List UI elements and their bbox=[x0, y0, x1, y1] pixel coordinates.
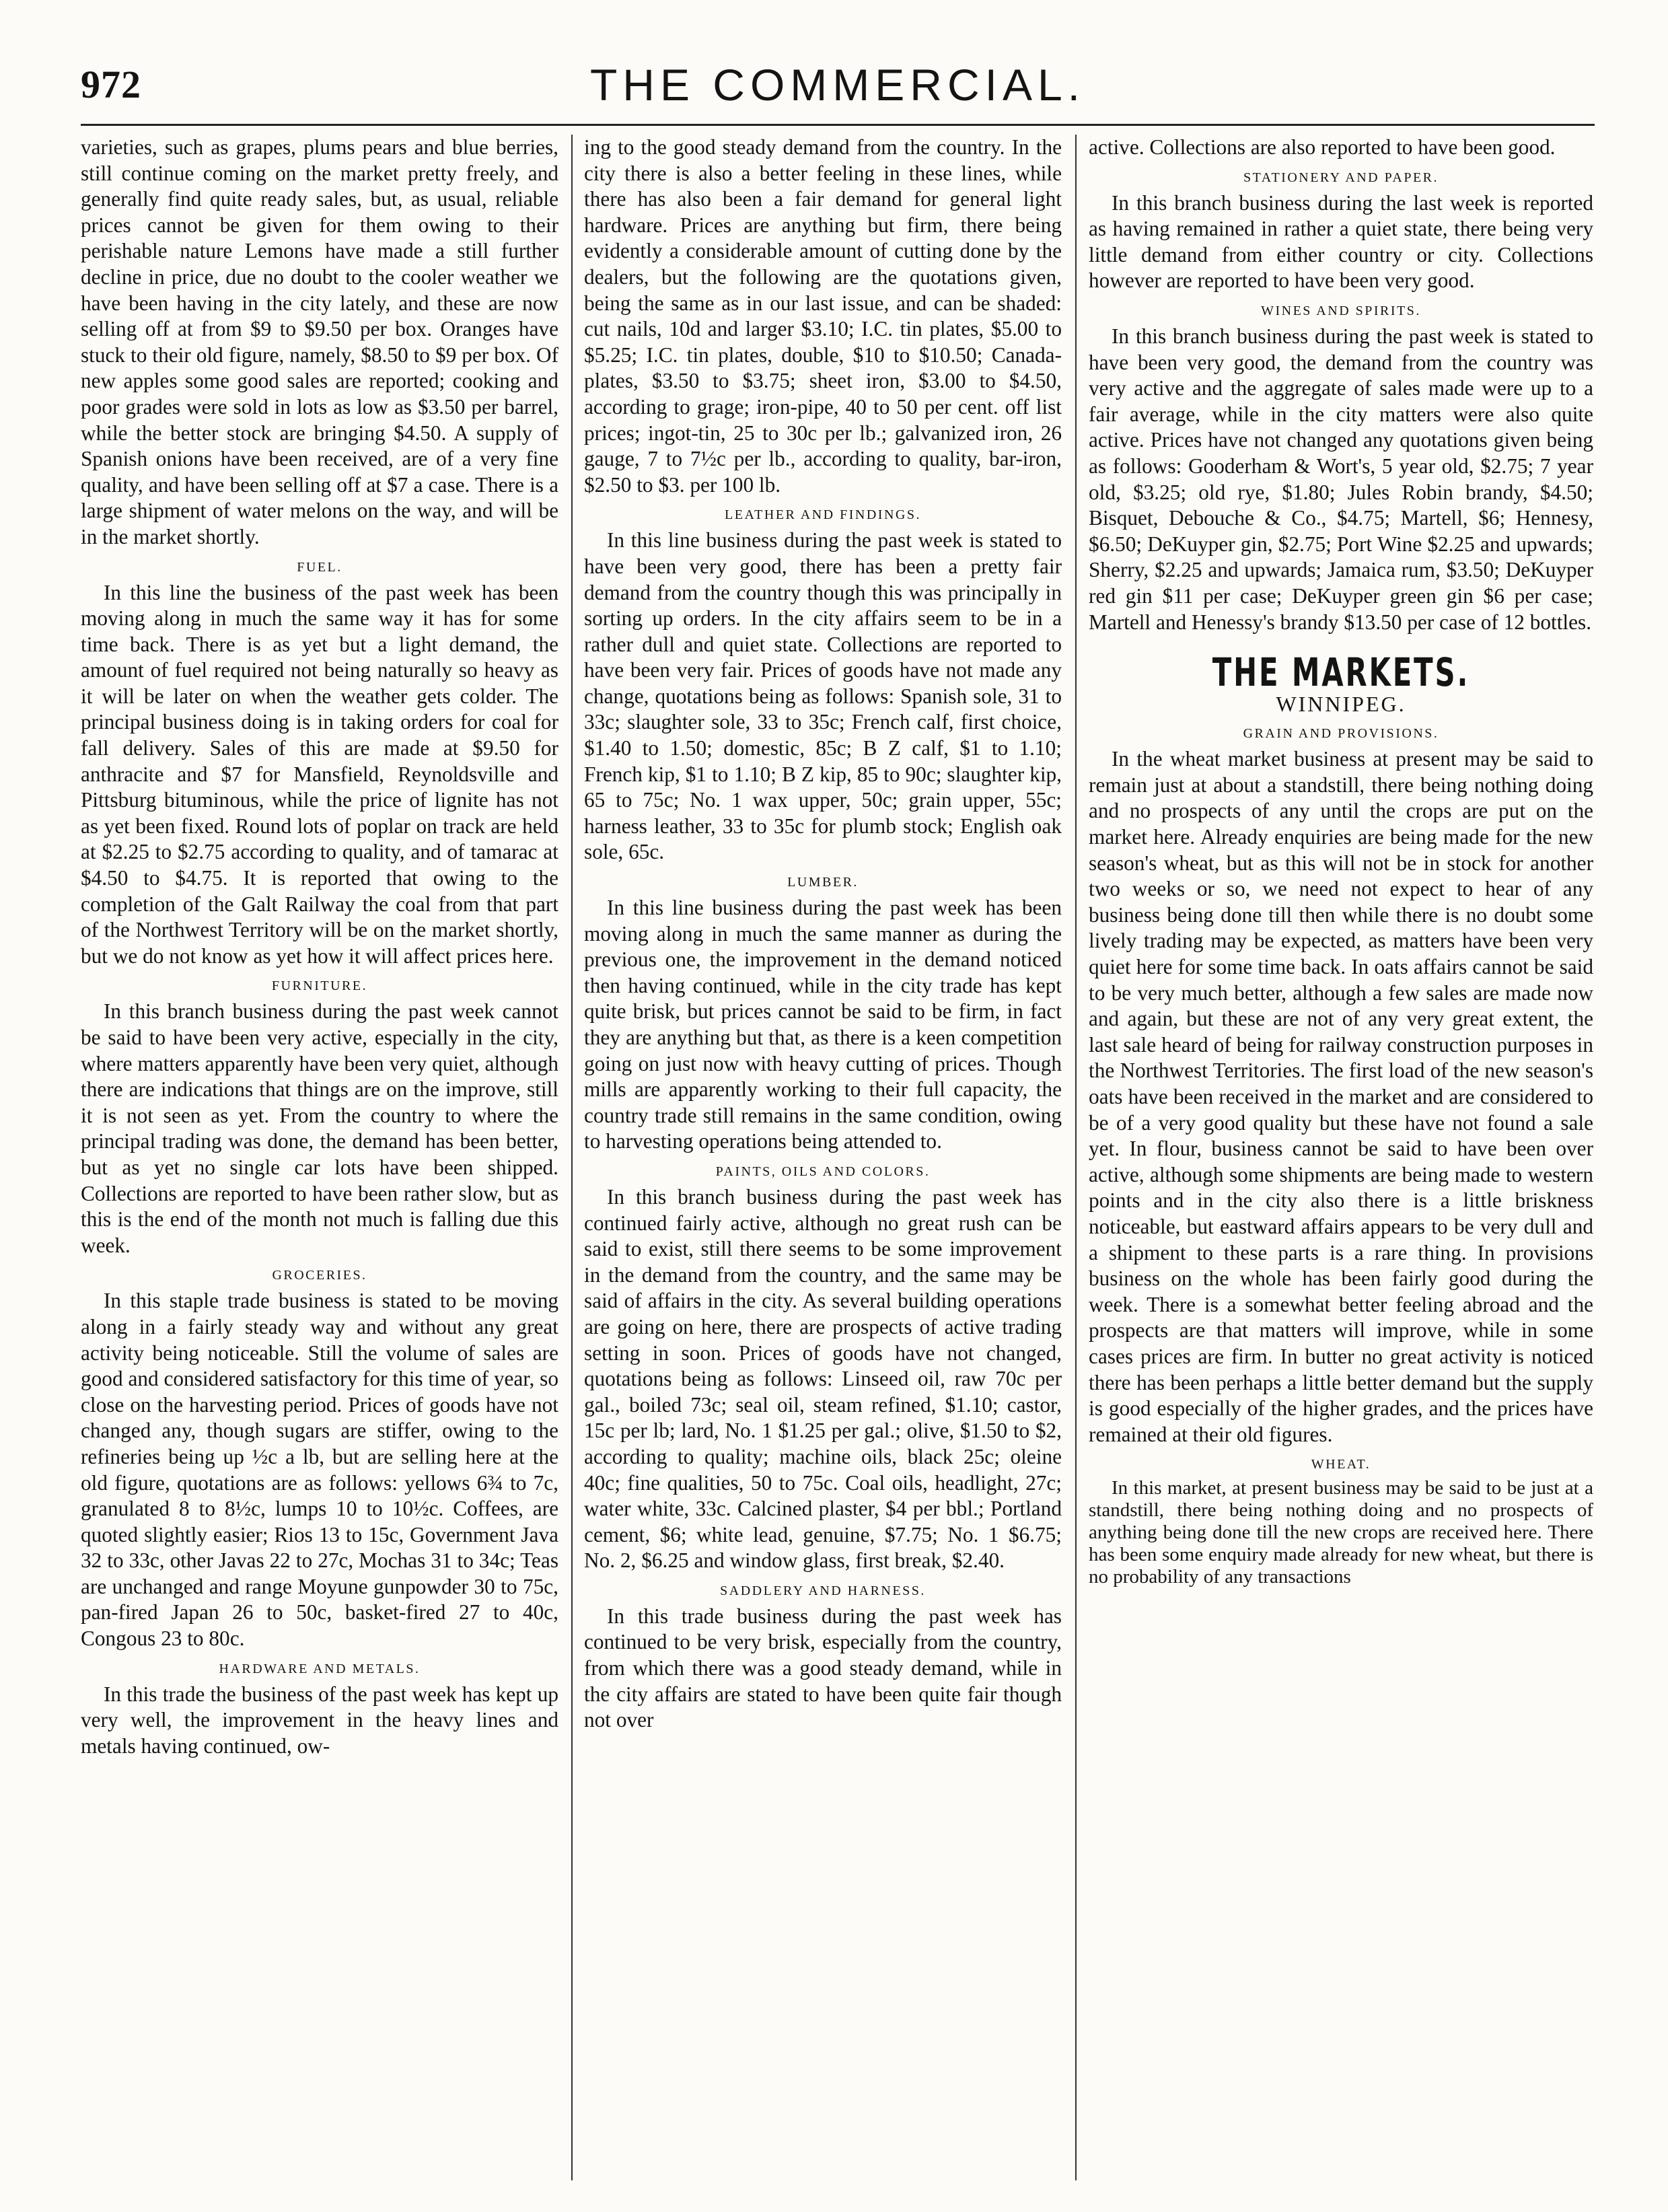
lumber-paragraph: In this line business during the past week has been moving along in much the same manner as during the previous one, the improvement in the demand noticed then having continued, while in the city trade has kept quite brisk, but prices cannot be said to be firm, in fact they are anything but that, as there is a keen competition going on just now with heavy cutting of prices. Though mills are apparently working to their full capacity, the country trade still remains in the same condition, owing to harvesting operations being attended to. bbox=[584, 896, 1062, 1153]
section-heading-grain: GRAIN AND PROVISIONS. bbox=[1243, 726, 1439, 742]
section-heading-groceries: GROCERIES. bbox=[272, 1268, 367, 1283]
section-heading-saddlery: SADDLERY AND HARNESS. bbox=[720, 1583, 926, 1598]
section-heading-wheat: WHEAT. bbox=[1311, 1457, 1371, 1472]
section-heading-stationery: STATIONERY AND PAPER. bbox=[1243, 170, 1439, 185]
stationery-paragraph: In this branch business during the last week is reported as having remained in rather a quiet state, there being very little demand from either country or city. Collections however are reported to have been very good. bbox=[1089, 190, 1593, 293]
grain-paragraph: In the wheat market business at present may be said to remain just at about a standstill, there being nothing doing and no prospects of any until the crops are put on the market here. Already enquiries are being made for the new season's wheat, but as this will not be in stock for another two weeks or so, we need not expect to hear of any business being done till then while there is no doubt some lively trading may be expected, as matters have been very quiet here for some time back. In oats affairs cannot be said to be very much better, although a few sales are made now and again, but these are not of any very great extent, the last sale heard of being for railway construction purposes in the Northwest Territories. The first load of the new season's oats have been received in the market and are considered to be of a very good quality but these have not found a sale yet. In flour, business cannot be said to have been over active, although some shipments are being made to western points and in the city also there is a little briskness noticeable, but eastward affairs appears to be very dull and a shipment to these parts is a rare thing. In provisions business on the whole has been fairly good during the week. There is a somewhat better feeling abroad and the prospects are that matters will improve, while in some cases prices are firm. In butter no great activity is noticed there has been perhaps a little better demand but the supply is good especially of the higher grades, and the prices have remained at their old figures. bbox=[1089, 747, 1593, 1446]
column-1 bbox=[81, 135, 558, 2180]
section-heading-furniture: FURNITURE. bbox=[271, 978, 368, 994]
leather-paragraph: In this line business during the past week is stated to have been very good, there has been a pretty fair demand from the country though this was principally in sorting up orders. In the city affairs seem to be in a rather dull and quiet state. Collections are reported to have been very fair. Prices of goods have not made any change, quotations being as follows: Spanish sole, 31 to 33c; slaughter sole, 33 to 35c; French calf, first choice, $1.40 to 1.50; domestic, 85c; B Z calf, $1 to 1.10; French kip, $1 to 1.10; B Z kip, 85 to 90c; slaughter kip, 65 to 75c; No. 1 wax upper, 50c; grain upper, 55c; harness leather, 33 to 35c for plumb stock; English oak sole, 65c. bbox=[584, 528, 1062, 864]
section-heading-hardware: HARDWARE AND METALS. bbox=[219, 1661, 421, 1676]
column-divider-2 bbox=[1075, 135, 1077, 2180]
furniture-paragraph: In this branch business during the past week cannot be said to have been very active, especially in the city, where matters apparently have been very quiet, although there are indications that things are on the improve, still it is not seen as yet. From the country to where the principal trading was done, the demand has been better, but as yet no single car lots have been shipped. Collections are reported to have been rather slow, but as this is the end of the month not much is falling due this week. bbox=[81, 999, 558, 1257]
wines-paragraph: In this branch business during the past week is stated to have been very good, the demand from the country was very active and the aggregate of sales made were up to a fair average, while in the city matters were also quite active. Prices have not changed any quotations given being as follows: Gooderham & Wort's, 5 year old, $2.75; 7 year old, $3.25; old rye, $1.80; Jules Robin brandy, $4.50; Bisquet, Debouche & Co., $4.75; Martell, $6; Hennesy, $6.50; DeKuyper gin, $2.75; Port Wine $2.25 and upwards; Sherry, $2.25 and upwards; Jamaica rum, $3.50; DeKuyper red gin $11 per case; DeKuyper green gin $6 per case; Martell and Henessy's brandy $13.50 per case of 12 bottles. bbox=[1089, 324, 1593, 634]
saddlery-paragraph: In this trade business during the past week has continued to be very brisk, especially from the country, from which there was a good steady demand, while in the city affairs are stated to have been quite fair though not over bbox=[584, 1604, 1062, 1732]
wheat-paragraph: In this market, at present business may be said to be just at a standstill, there being nothing doing and no prospects of anything being done till the new crops are received here. There has been some enquiry made already for new wheat, but there is no probability of any transactions bbox=[1089, 1477, 1593, 1588]
column-divider-1 bbox=[571, 135, 573, 2180]
markets-title: THE MARKETS. bbox=[1212, 649, 1470, 696]
column-3 bbox=[1089, 135, 1593, 2180]
fuel-paragraph: In this line the business of the past week has been moving along in much the same way it has for some time back. There is as yet but a light demand, the amount of fuel required not being naturally so heavy as it will be later on when the weather gets colder. The principal business doing is in taking orders for coal for fall delivery. Sales of this are made at $9.50 for anthracite and $7 for Mansfield, Reynoldsville and Pittsburg bituminous, while the price of lignite has not as yet been fixed. Round lots of poplar on track are held at $2.25 to $2.75 according to quality, and of tamarac at $4.50 to $4.75. It is reported that owing to the completion of the Galt Railway the coal from that part of the Northwest Territory will be on the market shortly, but we do not know as yet how it will affect prices here. bbox=[81, 580, 558, 968]
hardware-continuation-paragraph: ing to the good steady demand from the country. In the city there is also a better feeling in these lines, while there has also been a fair demand for general light hardware. Prices are anything but firm, there being evidently a considerable amount of cutting done by the dealers, but the following are the quotations given, being the same as in our last issue, and can be shaded: cut nails, 10d and larger $3.10; I.C. tin plates, $5.00 to $5.25; I.C. tin plates, double, $10 to $10.50; Canada-plates, $3.50 to $3.75; sheet iron, $3.00 to $4.50, according to grage; iron-pipe, 40 to 50 per cent. off list prices; ingot-tin, 25 to 30c per lb.; galvanized iron, 26 gauge, 7 to 7½c per lb., according to quality, bar-iron, $2.50 to $3. per 100 lb. bbox=[584, 135, 1062, 497]
section-heading-fuel: FUEL. bbox=[297, 559, 342, 575]
page-number: 972 bbox=[81, 63, 141, 106]
hardware-paragraph: In this trade the business of the past week has kept up very well, the improvement in the heavy lines and metals having continued, ow- bbox=[81, 1682, 558, 1758]
page-header bbox=[81, 59, 1595, 113]
fruit-continuation-paragraph: varieties, such as grapes, plums pears and blue berries, still continue coming on the market pretty freely, and generally find quite ready sales, but, as usual, reliable prices cannot be given for them owing to their perishable nature Lemons have made a still further decline in price, due no doubt to the cooler weather we have been having in the city lately, and these are now selling off at from $9 to $9.50 per box. Oranges have stuck to their old figure, namely, $8.50 to $9 per box. Of new apples some good sales are reported; cooking and poor grades were sold in lots as low as $3.50 per barrel, while the better stock are bringing $4.50. A supply of Spanish onions have been received, are of a very fine quality, and have been selling off at $7 a case. There is a large shipment of water melons on the way, and will be in the market shortly. bbox=[81, 135, 558, 548]
publication-title: THE COMMERCIAL. bbox=[589, 60, 1086, 110]
section-heading-lumber: LUMBER. bbox=[787, 875, 859, 890]
column-2 bbox=[584, 135, 1062, 2180]
section-heading-wines: WINES AND SPIRITS. bbox=[1261, 303, 1421, 318]
markets-city-heading: WINNIPEG. bbox=[1276, 691, 1406, 716]
saddlery-continuation-paragraph: active. Collections are also reported to have been good. bbox=[1089, 135, 1556, 159]
section-heading-paints: PAINTS, OILS AND COLORS. bbox=[715, 1164, 931, 1179]
groceries-paragraph: In this staple trade business is stated to be moving along in a fairly steady way and without any great activity being noticeable. Still the volume of sales are good and considered satisfactory for this time of year, so close on the harvesting period. Prices of goods have not changed any, though sugars are stiffer, owing to the refineries being up ½c a lb, but are selling here at the old figure, quotations are as follows: yellows 6¾ to 7c, granulated 8 to 8½c, lumps 10 to 10½c. Coffees, are quoted slightly easier; Rios 13 to 15c, Government Java 32 to 33c, other Javas 22 to 27c, Mochas 31 to 34c; Teas are unchanged and range Moyune gunpowder 30 to 75c, pan-fired Japan 26 to 50c, basket-fired 27 to 40c, Congous 23 to 80c. bbox=[81, 1289, 558, 1651]
paints-paragraph: In this branch business during the past week has continued fairly active, although no great rush can be said to exist, still there seems to be some improvement in the demand from the country, and the same may be said of affairs in the city. As several building operations are going on here, there are prospects of active trading setting in soon. Prices of goods have not changed, quotations being as follows: Linseed oil, raw 70c per gal., boiled 73c; seal oil, steam refined, $1.10; castor, 15c per lb; lard, No. 1 $1.25 per gal.; olive, $1.50 to $2, according to quality; machine oils, black 25c; oleine 40c; fine qualities, 50 to 75c. Coal oils, headlight, 27c; water white, 33c. Calcined plaster, $4 per bbl.; Portland cement, $6; white lead, genuine, $7.75; No. 1 $6.75; No. 2, $6.25 and window glass, first break, $2.40. bbox=[584, 1184, 1062, 1573]
section-heading-leather: LEATHER AND FINDINGS. bbox=[725, 507, 921, 523]
header-rule bbox=[81, 124, 1595, 126]
